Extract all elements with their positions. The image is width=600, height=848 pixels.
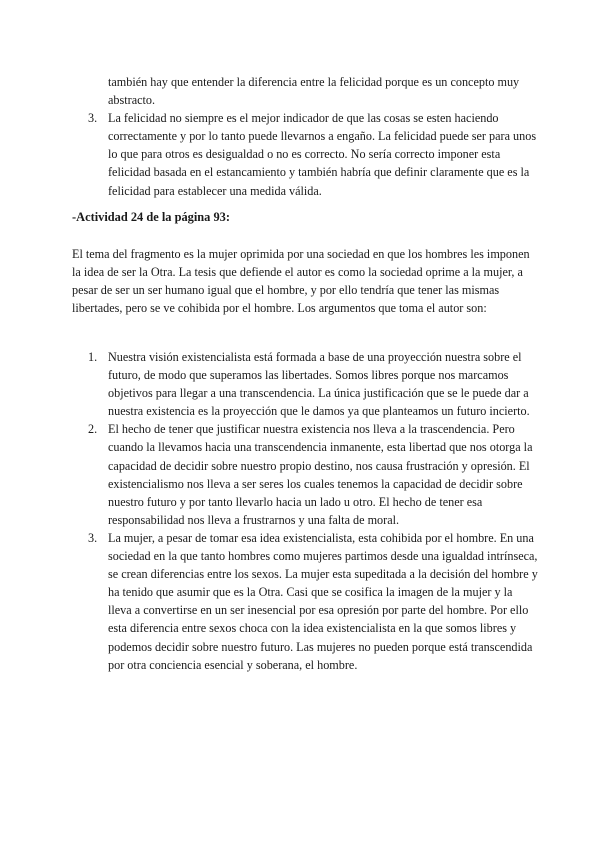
list-item-continuation: también hay que entender la diferencia entre la felicidad porque es un concepto muy abstracto. [108, 75, 520, 108]
list-item [88, 529, 538, 674]
section-heading: -Actividad 24 de la página 93: [72, 210, 230, 224]
list-item [88, 109, 538, 199]
numbered-list-arguments [88, 348, 538, 674]
list-item-text: La felicidad no siempre es el mejor indicador de que las cosas se esten haciendo correctamente y por lo tanto puede llevarnos a engaño. La felicidad puede ser para unos lo que para otros es desigualdad o no es correcto. No sería correcto imponer esta felicidad basada en el estancamiento y también habría que definir claramente que es la felicidad para establecer una medida válida. [108, 111, 537, 198]
list-item [88, 348, 538, 420]
numbered-list-continued [88, 73, 538, 200]
body-paragraph: El tema del fragmento es la mujer oprimida por una sociedad en que los hombres les imponen la idea de ser la Otra. La tesis que defiende el autor es como la sociedad oprime a la mujer, a pesar de ser un ser humano igual que el hombre, y por ello tendría que tener las mismas libertades, pero se ve cohibida por el hombre. Los argumentos que toma el autor son: [72, 247, 530, 316]
list-item-number: 3. [88, 530, 98, 545]
list-item [88, 420, 538, 529]
list-item-number: 2. [88, 422, 98, 437]
list-item-text: Nuestra visión existencialista está formada a base de una proyección nuestra sobre el futuro, de modo que superamos las libertades. Somos libres porque nos marcamos objetivos para llegar a una transcendencia. La única justificación que se le puede dar a nuestra existencia es la proyección que le damos ya que planteamos un futuro incierto. [108, 350, 530, 419]
list-item-number: 1. [88, 350, 98, 364]
list-item-number: 3. [88, 111, 98, 126]
list-item-text: La mujer, a pesar de tomar esa idea existencialista, esta cohibida por el hombre. En una sociedad en la que tanto hombres como mujeres partimos desde una igualdad intrínseca, se crean diferencias entre los sexos. La mujer esta supeditada a la decisión del hombre y ha tenido que asumir que es la Otra. Casi que se cosifica la imagen de la mujer y la lleva a convertirse en un ser inesencial por esa opresión por parte del hombre. Por ello esta diferencia entre sexos choca con la idea existencialista en la que somos libres y podemos decidir sobre nuestro futuro. Las mujeres no pueden porque está transcendida por otra conciencia esencial y soberana, el hombre. [108, 530, 538, 672]
list-item-text: El hecho de tener que justificar nuestra existencia nos lleva a la trascendencia. Pero cuando la llevamos hacia una transcendencia inmanente, esta libertad que nos otorga la capacidad de decidir sobre nuestro propio destino, nos causa frustración y opresión. El existencialismo nos lleva a ser seres los cuales tenemos la capacidad de decidir sobre nuestro futuro y por tanto llevarlo hacia un lado u otro. El hecho de tener esa responsabilidad nos lleva a frustrarnos y una falta de moral. [108, 422, 533, 527]
